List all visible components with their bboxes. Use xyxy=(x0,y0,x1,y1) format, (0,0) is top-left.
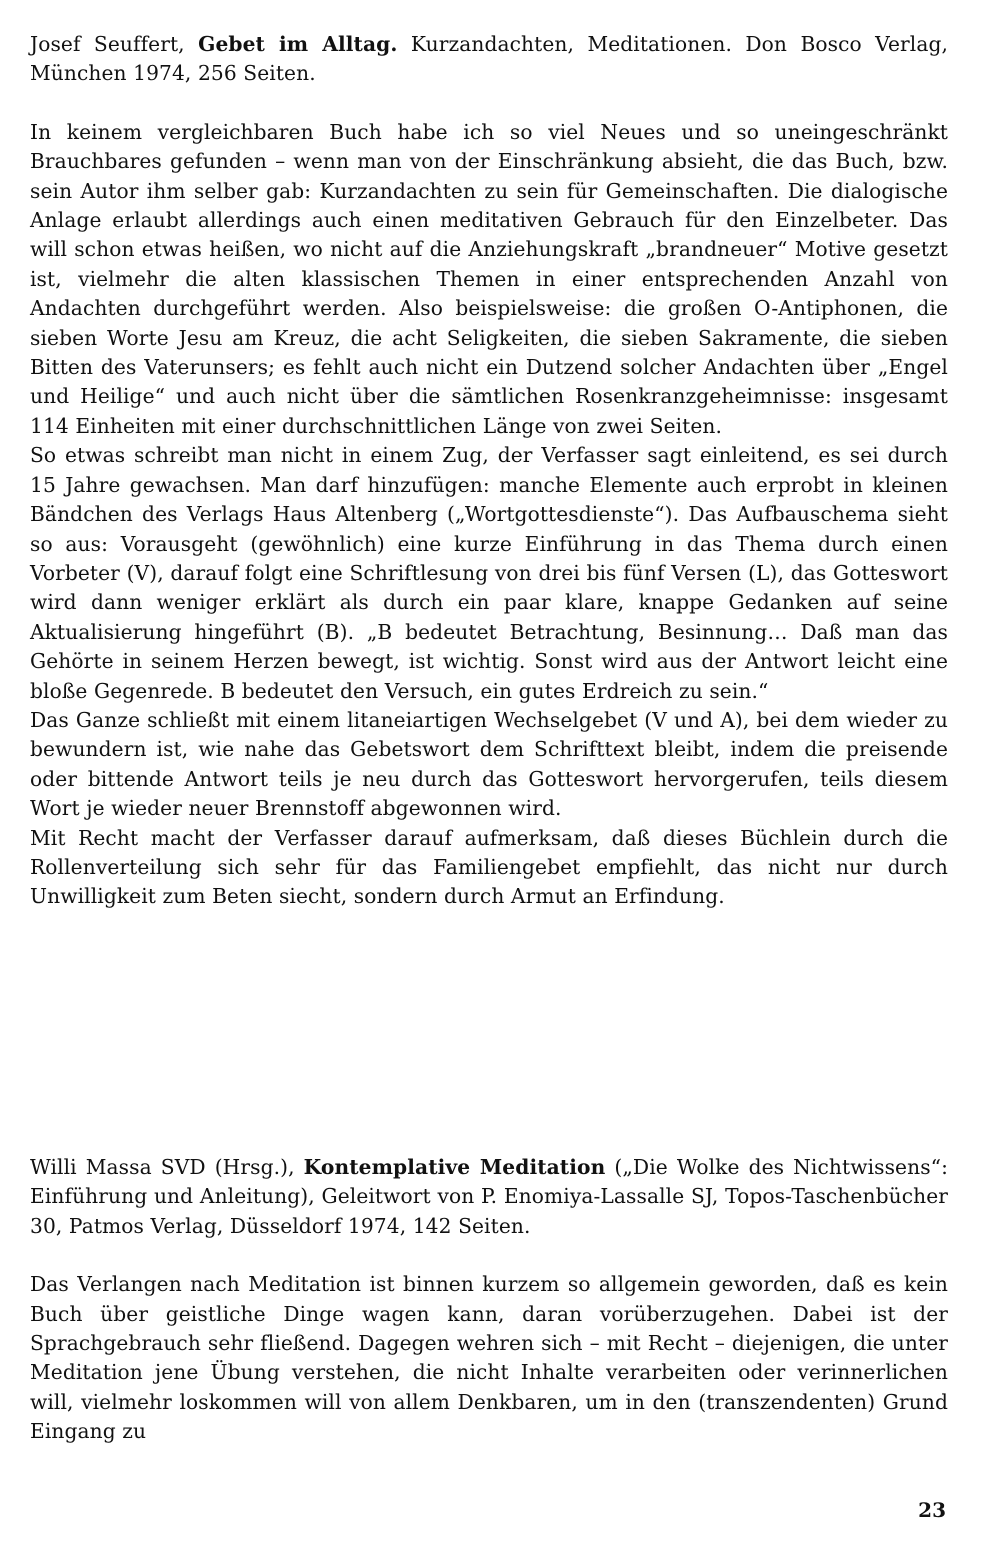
review-paragraph: Das Ganze schließt mit einem litaneiartigen Wechselgebet (V und A), bei dem wieder zu bewundern ist, wie nahe das Gebetswort dem Schrifttext bleibt, indem die preisende oder bittende Antwort teils je neu durch das Gotteswort hervorgerufen, teils diesem Wort je wieder neuer Brennstoff abgewonnen wird. xyxy=(30,707,948,821)
citation-author: Josef Seuffert, xyxy=(30,32,199,56)
review-paragraph: Mit Recht macht der Verfasser darauf aufmerksam, daß dieses Büchlein durch die Rollenverteilung sich sehr für das Familiengebet empfiehlt, das nicht nur durch Unwilligkeit zum Beten siecht, sondern durch Armut an Erfindung. xyxy=(30,825,948,909)
review-citation xyxy=(30,1153,948,1241)
review-citation xyxy=(30,30,948,89)
citation-title: Kontemplative Meditation xyxy=(303,1155,606,1179)
page-number: 23 xyxy=(918,1498,946,1522)
document-page xyxy=(30,30,948,1530)
citation-details: Kurzandachten, Meditationen. Don Bosco Verlag, München 1974, 256 Seiten. xyxy=(30,32,949,86)
review-paragraph: Das Verlangen nach Meditation ist binnen kurzem so allgemein geworden, daß es kein Buch über geistliche Dinge wagen kann, daran vorüberzugehen. Dabei ist der Sprachgebrauch sehr fließend. Dagegen wehren sich – mit Recht – diejenigen, die unter Meditation jene Übung verstehen, die nicht Inhalte verarbeiten oder verinnerlichen will, vielmehr loskommen will von allem Denkbaren, um in den (transzendenten) Grund Eingang zu xyxy=(30,1272,948,1444)
citation-details: („Die Wolke des Nichtwissens“: Einführung und Anleitung), Geleitwort von P. Enomiya-Lassalle SJ, Topos-Taschenbücher 30, Patmos Verlag, Düsseldorf 1974, 142 Seiten. xyxy=(30,1155,948,1238)
citation-author: Willi Massa SVD (Hrsg.), xyxy=(30,1155,304,1179)
review-seuffert xyxy=(30,30,948,912)
citation-title: Gebet im Alltag. xyxy=(198,32,398,56)
review-paragraph: In keinem vergleichbaren Buch habe ich so viel Neues und so uneingeschränkt Brauchbares gefunden – wenn man von der Einschränkung absieht, die das Buch, bzw. sein Autor ihm selber gab: Kurzandachten zu sein für Gemeinschaften. Die dialogische Anlage erlaubt allerdings auch einen meditativen Gebrauch für den Einzelbeter. Das will schon etwas heißen, wo nicht auf die Anziehungskraft „brandneuer“ Motive gesetzt ist, vielmehr die alten klassischen Themen in einer entsprechenden Anzahl von Andachten durchgeführt werden. Also beispielsweise: die großen O-Antiphonen, die sieben Worte Jesu am Kreuz, die acht Seligkeiten, die sieben Sakramente, die sieben Bitten des Vaterunsers; es fehlt auch nicht ein Dutzend solcher Andachten über „Engel und Heilige“ und auch nicht über die sämtlichen Rosenkranzgeheimnisse: insgesamt 114 Einheiten mit einer durchschnittlichen Länge von zwei Seiten. xyxy=(30,119,948,438)
review-massa xyxy=(30,1153,948,1447)
review-paragraph: So etwas schreibt man nicht in einem Zug, der Verfasser sagt einleitend, es sei durch 15 Jahre gewachsen. Man darf hinzufügen: manche Elemente auch erprobt in kleinen Bändchen des Verlags Haus Altenberg („Wortgottesdienste“). Das Aufbauschema sieht so aus: Vorausgeht (gewöhnlich) eine kurze Einführung in das Thema durch einen Vorbeter (V), darauf folgt eine Schriftlesung von drei bis fünf Versen (L), das Gotteswort wird dann weniger erklärt als durch ein paar klare, knappe Gedanken auf seine Aktualisierung hingeführt (B). „B bedeutet Betrachtung, Besinnung… Daß man das Gehörte in seinem Herzen bewegt, ist wichtig. Sonst wird aus der Antwort leicht eine bloße Gegenrede. B bedeutet den Versuch, ein gutes Erdreich zu sein.“ xyxy=(30,443,948,703)
